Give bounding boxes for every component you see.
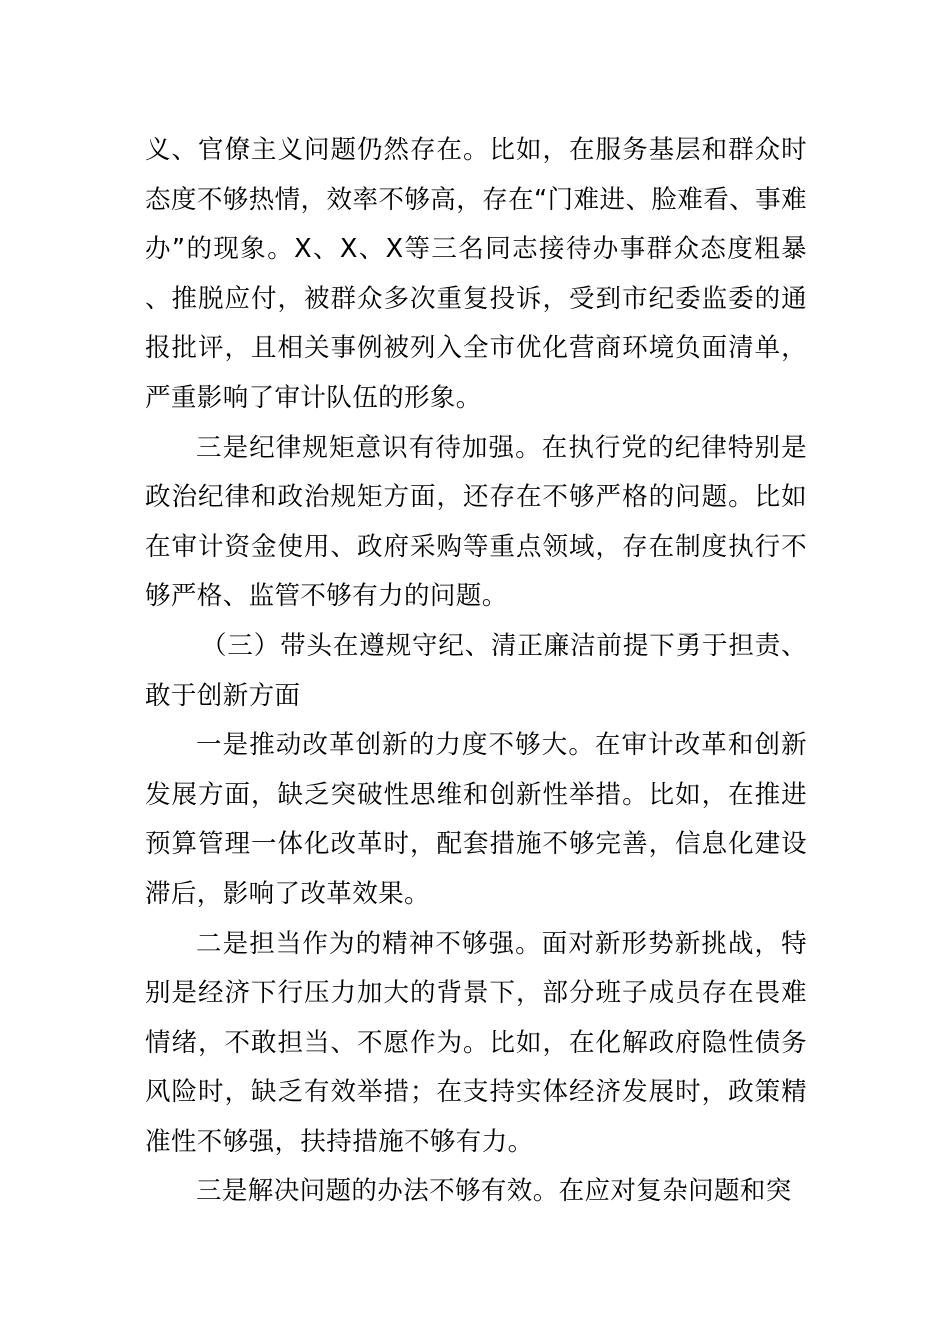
paragraph-reform-innovation: 一是推动改革创新的力度不够大。在审计改革和创新发展方面，缺乏突破性思维和创新性举措。比如，在推进预算管理一体化改革时，配套措施不够完善，信息化建设滞后，影响了改革效果。 [145, 730, 807, 909]
paragraph-continuation: 义、官僚主义问题仍然存在。比如，在服务基层和群众时态度不够热情，效率不够高，存在“门难进、脸难看、事难办”的现象。X、X、X等三名同志接待办事群众态度粗暴、推脱应付，被群众多次重复投诉，受到市纪委监委的通报批评，且相关事例被列入全市优化营商环境负面清单，严重影响了审计队伍的形象。 [145, 135, 807, 413]
section-heading-three: （三）带头在遵规守纪、清正廉洁前提下勇于担责、敢于创新方面 [145, 630, 807, 711]
document-body [145, 126, 807, 1217]
paragraph-problem-solving: 三是解决问题的办法不够有效。在应对复杂问题和突 [196, 1176, 792, 1207]
paragraph-discipline-awareness: 三是纪律规矩意识有待加强。在执行党的纪律特别是政治纪律和政治规矩方面，还存在不够严格的问题。比如在审计资金使用、政府采购等重点领域，存在制度执行不够严格、监管不够有力的问题。 [145, 432, 807, 612]
paragraph-responsibility: 二是担当作为的精神不够强。面对新形势新挑战，特别是经济下行压力加大的背景下，部分班子成员存在畏难情绪，不敢担当、不愿作为。比如，在化解政府隐性债务风险时，缺乏有效举措；在支持实体经济发展时，政策精准性不够强，扶持措施不够有力。 [145, 928, 807, 1157]
